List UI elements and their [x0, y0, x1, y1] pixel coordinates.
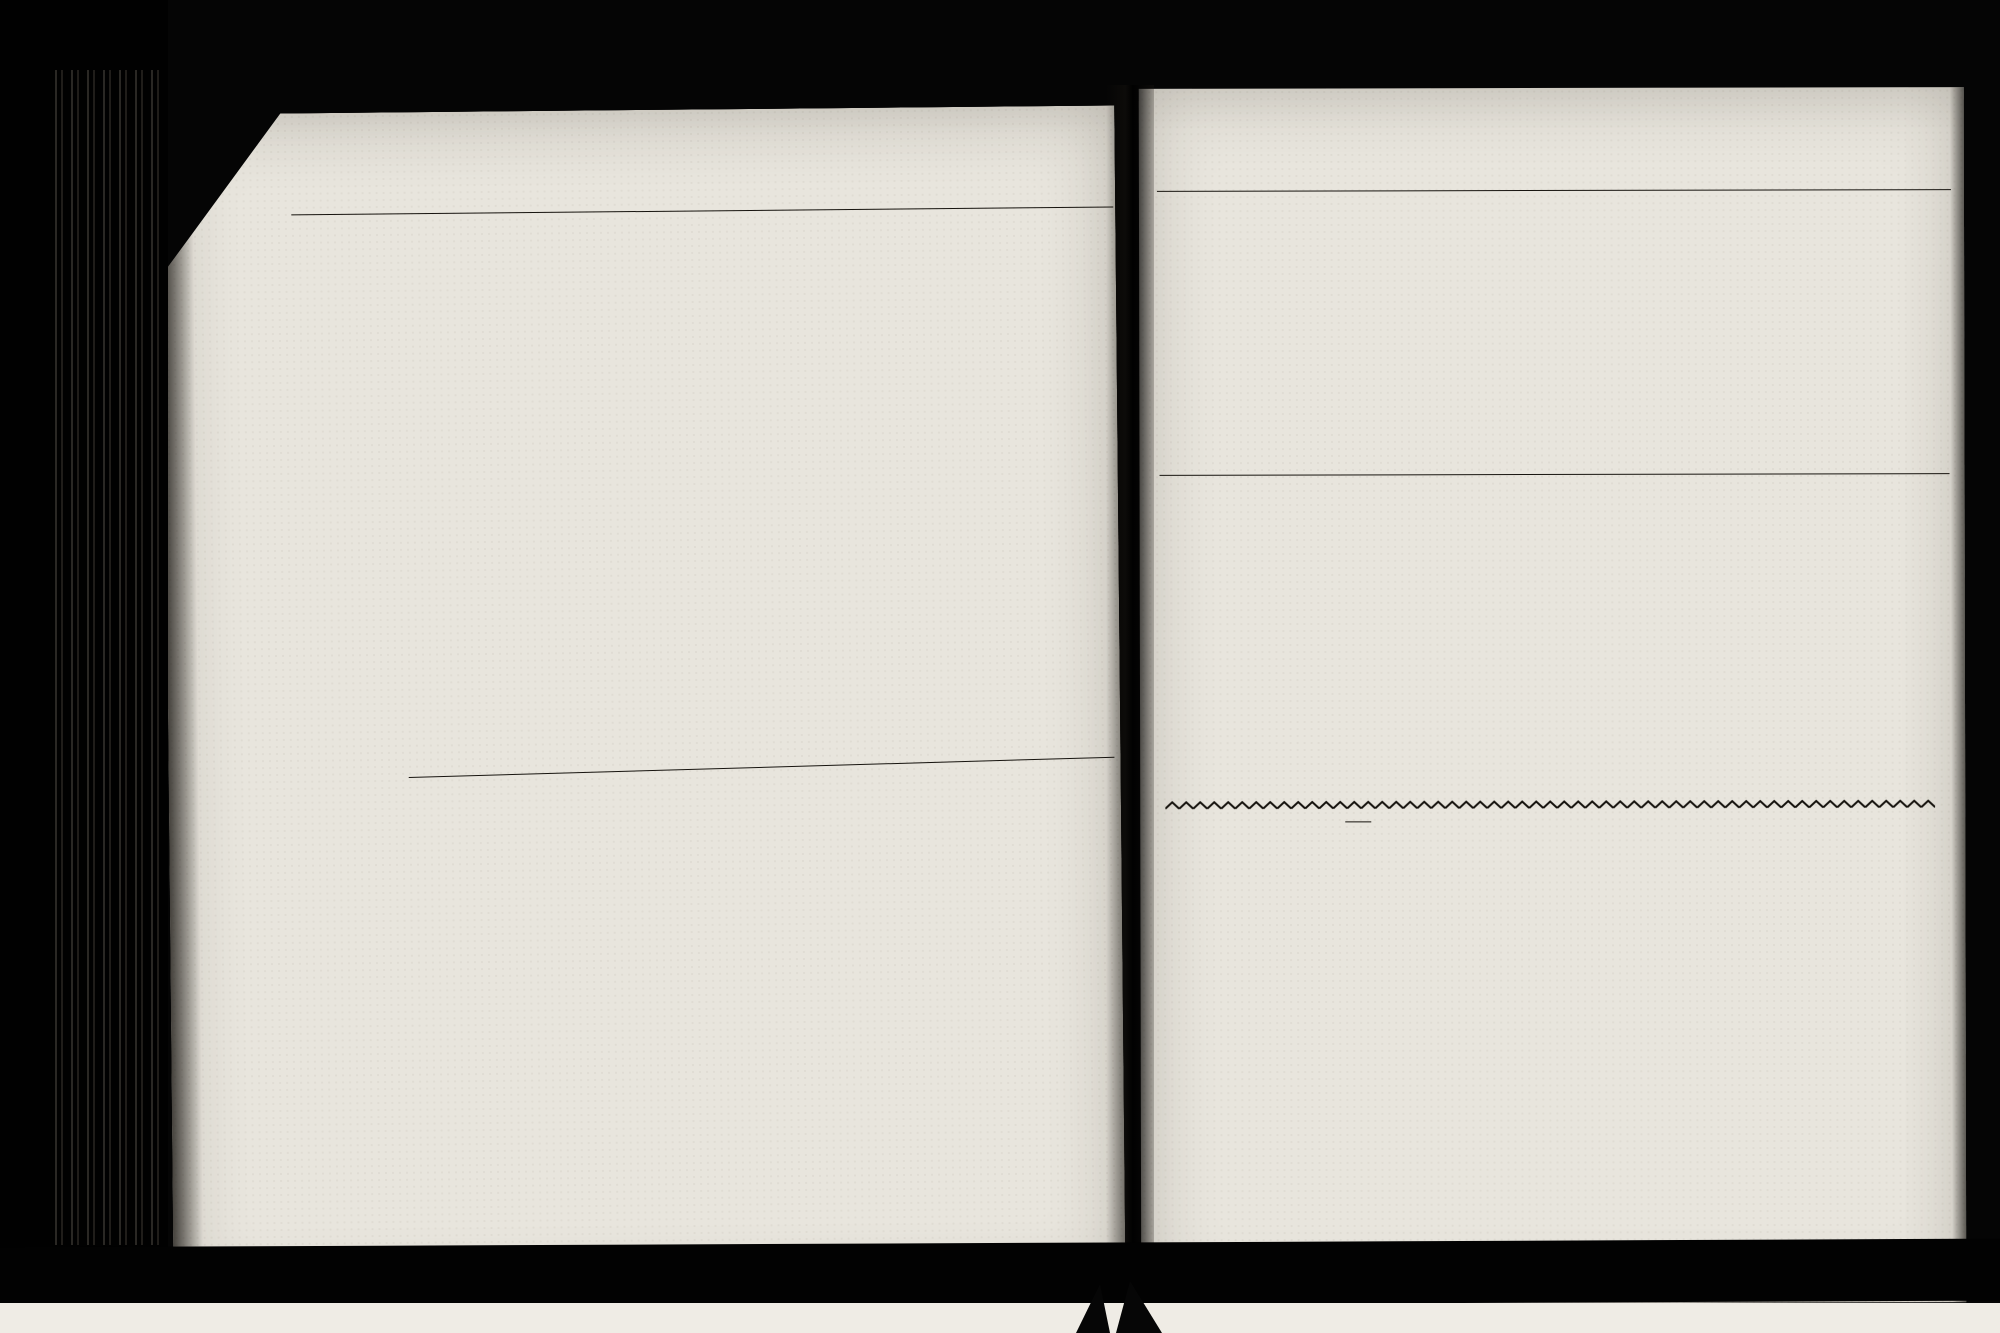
- film-ruler-strip: [0, 1303, 2000, 1333]
- decree-column-left: [1165, 814, 1550, 833]
- decree-column-right: [1562, 813, 1947, 814]
- film-edge: [0, 0, 168, 1333]
- page-edge-shadow: [1950, 87, 1967, 1302]
- index-column: [298, 221, 740, 225]
- ornament-rule: [1345, 821, 1371, 822]
- official-notices-block: [1165, 485, 1948, 772]
- page-edge-shadow: [162, 114, 203, 1304]
- avisos-column: [759, 199, 1111, 211]
- avisos-list: [759, 208, 1111, 211]
- running-header-right: [1159, 165, 1899, 167]
- running-header-left: [313, 183, 953, 189]
- ministry-title: [1165, 814, 1550, 815]
- chinese-office-summaries: [1164, 199, 1947, 469]
- chinese-toc-block: [327, 788, 1125, 1248]
- film-arrow-icon: [1076, 1284, 1110, 1333]
- zigzag-divider: [1165, 799, 1935, 810]
- right-page: [1139, 87, 1967, 1304]
- avisos-title: [759, 199, 1111, 202]
- decree-paragraphs-left: [1165, 832, 1550, 833]
- section-divider-rule: [409, 757, 1115, 778]
- section-divider-rule: [1160, 473, 1950, 476]
- film-arrow-icon: [1116, 1281, 1162, 1333]
- left-page: [162, 105, 1125, 1304]
- film-black-band: [0, 1239, 2000, 1310]
- header-rule: [1157, 189, 1951, 192]
- decree-number: [1165, 830, 1550, 831]
- ministry-subtitle: [1165, 817, 1550, 818]
- translation-credit: [1160, 777, 1940, 779]
- book-gutter-shadow: [1106, 85, 1154, 1303]
